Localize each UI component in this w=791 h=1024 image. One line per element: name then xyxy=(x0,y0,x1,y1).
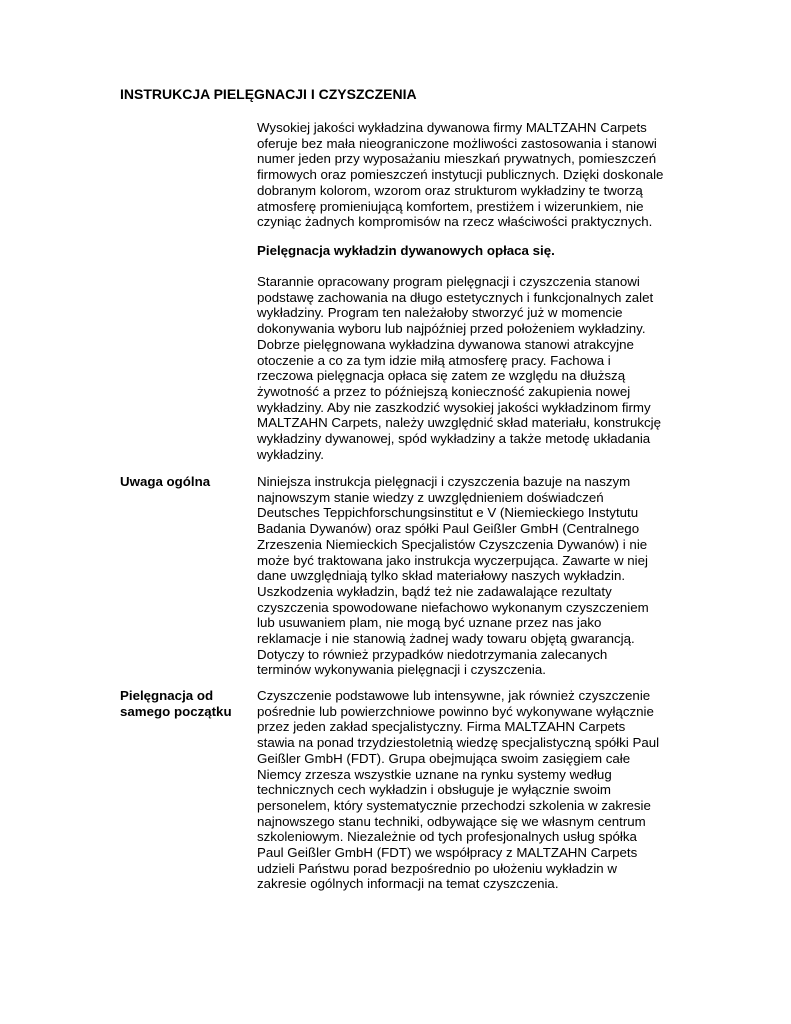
page-title: INSTRUKCJA PIELĘGNACJI I CZYSZCZENIA xyxy=(120,86,417,102)
section-label-care-from-start: Pielęgnacja od samego początku xyxy=(120,688,232,719)
section-label-general-note: Uwaga ogólna xyxy=(120,474,211,489)
program-paragraph: Starannie opracowany program pielęgnacji i czyszczenia stanowi podstawę zachowania na długo estetycznych i funkcjonalnych zalet wykładziny. Program ten należałoby stworzyć już w momencie dokonywania wyboru lub najpóźniej przed położeniem wykładziny. Dobrze pielęgnowana wykładzina dywanowa stanowi atrakcyjne otoczenie a co za tym idzie miłą atmosferę pracy. Fachowa i rzeczowa pielęgnacja opłaca się zatem ze względu na dłuższą żywotność a przez to późniejszą konieczność zakupienia nowej wykładziny. Aby nie zaszkodzić wysokiej jakości wykładzinom firmy MALTZAHN Carpets, należy uwzględnić skład materiału, konstrukcję wykładziny dywanowej, spód wykładziny a także metodę układania wykładziny. xyxy=(257,274,661,462)
intro-paragraph: Wysokiej jakości wykładzina dywanowa firmy MALTZAHN Carpets oferuje bez mała nieograniczone możliwości zastosowania i stanowi numer jeden przy wyposażaniu mieszkań prywatnych, pomieszczeń firmowych oraz pomieszczeń instytucji publicznych. Dzięki doskonale dobranym kolorom, wzorom oraz strukturom wykładziny te tworzą atmosferę promieniującą komfortem, prestiżem i wizerunkiem, nie czyniąc żadnych kompromisów na rzecz właściwości praktycznych. xyxy=(257,120,664,230)
section-subheading: Pielęgnacja wykładzin dywanowych opłaca się. xyxy=(257,243,555,258)
section-text-general-note: Niniejsza instrukcja pielęgnacji i czyszczenia bazuje na naszym najnowszym stanie wiedzy z uwzględnieniem doświadczeń Deutsches Teppichforschungsinstitut e V (Niemieckiego Instytutu Badania Dywanów) oraz spółki Paul Geißler GmbH (Centralnego Zrzeszenia Niemieckich Specjalistów Czyszczenia Dywanów) i nie może być traktowana jako instrukcja wyczerpująca. Zawarte w niej dane uwzględniają tylko skład materiałowy naszych wykładzin. Uszkodzenia wykładzin, bądź też nie zadawalające rezultaty czyszczenia spowodowane niefachowo wykonanym czyszczeniem lub usuwaniem plam, nie mogą być uznane przez nas jako reklamacje i nie stanowią żadnej wady towaru objętą gwarancją. Dotyczy to również przypadków niedotrzymania zalecanych terminów wykonywania pielęgnacji i czyszczenia. xyxy=(257,474,649,678)
section-text-care-from-start: Czyszczenie podstawowe lub intensywne, jak również czyszczenie pośrednie lub powierzchniowe powinno być wykonywane wyłącznie przez jeden zakład specjalistyczny. Firma MALTZAHN Carpets stawia na ponad trzydziestoletnią wiedzę specjalistyczną spółki Paul Geißler GmbH (FDT). Grupa obejmująca swoim zasięgiem całe Niemcy zrzesza wszystkie uznane na rynku systemy według technicznych cech wykładzin i obsługuje je wyłącznie swoim personelem, który systematycznie przechodzi szkolenia w zakresie najnowszego stanu techniki, odbywające się we własnym centrum szkoleniowym. Niezależnie od tych profesjonalnych usług spółka Paul Geißler GmbH (FDT) we współpracy z MALTZAHN Carpets udzieli Państwu porad bezpośrednio po ułożeniu wykładzin w zakresie ogólnych informacji na temat czyszczenia. xyxy=(257,688,660,892)
